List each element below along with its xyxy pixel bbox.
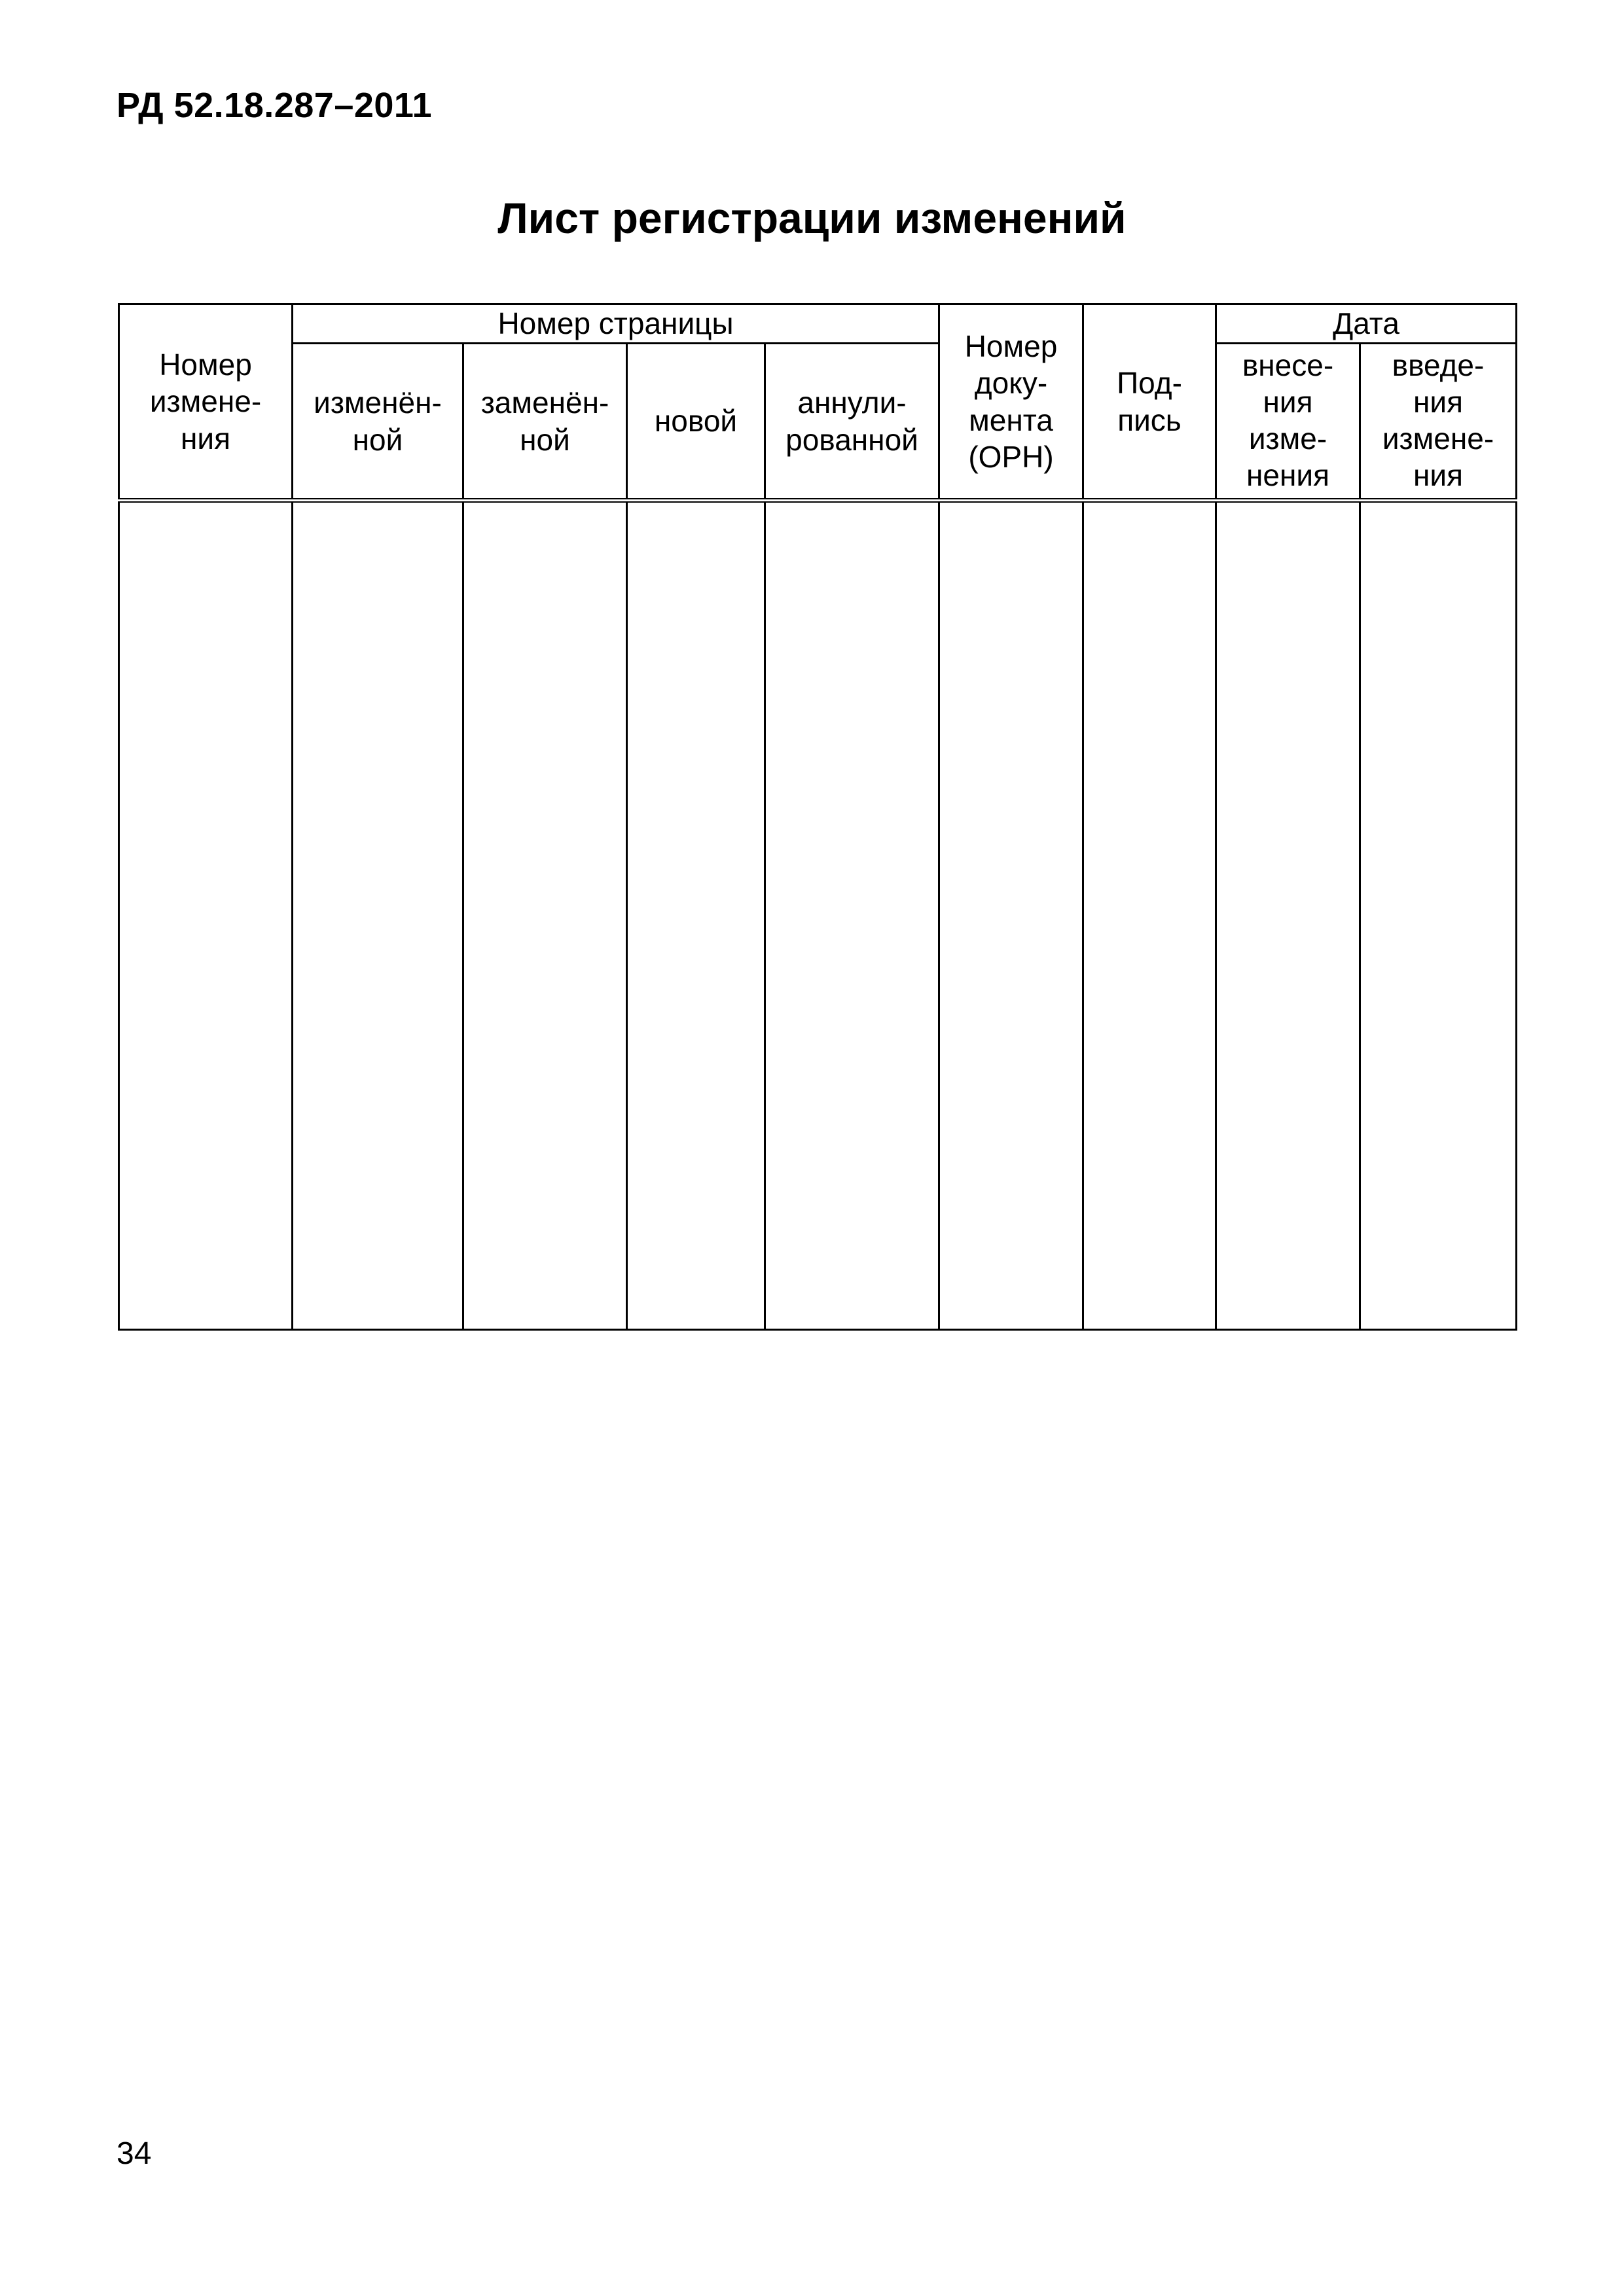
body-cell-date-introduction xyxy=(1360,501,1517,1330)
table-subheader-row xyxy=(119,344,1517,501)
body-cell-page-changed xyxy=(293,501,463,1330)
header-page-replaced: заменён- ной xyxy=(463,344,627,501)
table-body-row xyxy=(119,501,1517,1330)
header-date-introduction: введе- ния измене- ния xyxy=(1360,344,1517,501)
header-change-number: Номер измене- ния xyxy=(119,304,293,501)
header-page-number-group: Номер страницы xyxy=(293,304,939,344)
header-signature: Под- пись xyxy=(1083,304,1216,501)
table-header-row xyxy=(119,304,1517,344)
change-registration-table xyxy=(118,303,1517,1331)
body-cell-document-number xyxy=(939,501,1083,1330)
page-number: 34 xyxy=(117,2136,152,2171)
body-cell-signature xyxy=(1083,501,1216,1330)
header-page-changed: изменён- ной xyxy=(293,344,463,501)
header-page-new: новой xyxy=(627,344,765,501)
header-date-entry: внесе- ния изме- нения xyxy=(1216,344,1360,501)
body-cell-page-replaced xyxy=(463,501,627,1330)
header-page-annulled: аннули- рованной xyxy=(765,344,939,501)
header-date-group: Дата xyxy=(1216,304,1517,344)
page-title: Лист регистрации изменений xyxy=(497,194,1127,242)
document-code: РД 52.18.287–2011 xyxy=(117,86,433,125)
body-cell-page-new xyxy=(627,501,765,1330)
header-document-number: Номер доку- мента (ОРН) xyxy=(939,304,1083,501)
body-cell-page-annulled xyxy=(765,501,939,1330)
body-cell-change-number xyxy=(119,501,293,1330)
body-cell-date-entry xyxy=(1216,501,1360,1330)
